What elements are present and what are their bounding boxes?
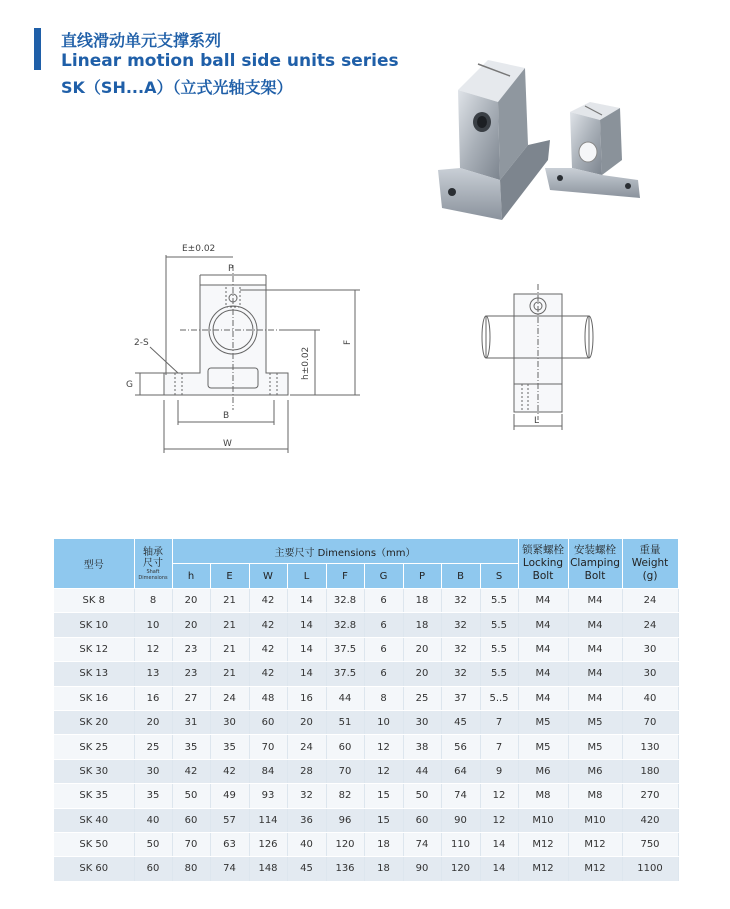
table-cell: 14	[287, 637, 326, 661]
header-dim-l: L	[287, 564, 326, 589]
dim-label-h: h±0.02	[301, 346, 311, 380]
table-cell: 15	[364, 808, 403, 832]
table-cell: 74	[210, 857, 249, 881]
table-cell: M4	[568, 589, 622, 613]
table-cell: 20	[172, 613, 210, 637]
table-cell: 18	[403, 613, 441, 637]
table-cell: 14	[480, 857, 518, 881]
table-row	[54, 784, 678, 808]
header-locking-bolt: 锁紧螺栓 Locking Bolt	[518, 539, 568, 589]
table-cell: 20	[403, 637, 441, 661]
table-cell: 18	[364, 857, 403, 881]
table-cell: 23	[172, 637, 210, 661]
table-cell: M4	[518, 589, 568, 613]
table-cell: SK 10	[54, 613, 134, 637]
table-cell: 21	[210, 589, 249, 613]
table-cell: 70	[172, 832, 210, 856]
table-row	[54, 613, 678, 637]
table-cell: 42	[249, 589, 287, 613]
table-cell: 23	[172, 662, 210, 686]
table-cell: 270	[622, 784, 678, 808]
header-model: 型号	[54, 539, 134, 589]
table-cell: 6	[364, 637, 403, 661]
table-cell: 40	[134, 808, 172, 832]
table-cell: 32.8	[326, 613, 364, 637]
header-shaft-en: Shaft Dimensions	[138, 568, 168, 581]
table-cell: 750	[622, 832, 678, 856]
table-row	[54, 759, 678, 783]
table-cell: 5.5	[480, 662, 518, 686]
dim-label-2s: 2-S	[134, 338, 149, 348]
table-cell: 12	[364, 735, 403, 759]
dim-label-p: P	[228, 264, 234, 274]
table-cell: 80	[172, 857, 210, 881]
table-cell: M4	[518, 662, 568, 686]
table-cell: 12	[480, 808, 518, 832]
header-dim-e: E	[210, 564, 249, 589]
table-cell: M4	[568, 662, 622, 686]
header-dim-h: h	[172, 564, 210, 589]
table-cell: 35	[172, 735, 210, 759]
table-cell: 148	[249, 857, 287, 881]
table-row	[54, 808, 678, 832]
dim-label-f: F	[343, 339, 353, 345]
table-cell: 50	[134, 832, 172, 856]
title-model: SK（SH...A）（立式光轴支架）	[61, 78, 293, 97]
table-row	[54, 662, 678, 686]
table-cell: 42	[249, 637, 287, 661]
table-row	[54, 710, 678, 734]
table-row	[54, 637, 678, 661]
table-cell: 60	[134, 857, 172, 881]
table-cell: 120	[326, 832, 364, 856]
table-row	[54, 832, 678, 856]
table-cell: M6	[568, 759, 622, 783]
table-cell: 32	[441, 613, 480, 637]
header-dim-f: F	[326, 564, 364, 589]
table-cell: SK 30	[54, 759, 134, 783]
table-cell: 70	[622, 710, 678, 734]
table-cell: 5.5	[480, 589, 518, 613]
table-cell: 32	[441, 662, 480, 686]
table-cell: 420	[622, 808, 678, 832]
table-cell: SK 40	[54, 808, 134, 832]
accent-bar	[34, 28, 41, 70]
header-dim-p: P	[403, 564, 441, 589]
table-cell: 56	[441, 735, 480, 759]
table-cell: 5..5	[480, 686, 518, 710]
table-cell: 10	[134, 613, 172, 637]
table-cell: 42	[249, 662, 287, 686]
table-cell: M4	[568, 637, 622, 661]
table-cell: M10	[518, 808, 568, 832]
header-shaft	[134, 539, 172, 589]
table-cell: 16	[287, 686, 326, 710]
table-cell: 114	[249, 808, 287, 832]
table-cell: 60	[403, 808, 441, 832]
table-cell: SK 20	[54, 710, 134, 734]
table-cell: 31	[172, 710, 210, 734]
table-cell: SK 60	[54, 857, 134, 881]
side-view-drawing	[480, 280, 595, 430]
table-cell: 35	[210, 735, 249, 759]
table-cell: 5.5	[480, 613, 518, 637]
table-cell: 130	[622, 735, 678, 759]
table-cell: 136	[326, 857, 364, 881]
table-cell: 20	[172, 589, 210, 613]
table-cell: 44	[326, 686, 364, 710]
table-cell: 37.5	[326, 637, 364, 661]
dim-label-b: B	[223, 411, 230, 421]
table-cell: 24	[287, 735, 326, 759]
table-cell: 32.8	[326, 589, 364, 613]
table-cell: M6	[518, 759, 568, 783]
table-cell: M4	[568, 686, 622, 710]
header-dim-s: S	[480, 564, 518, 589]
table-cell: SK 35	[54, 784, 134, 808]
table-cell: 84	[249, 759, 287, 783]
table-cell: 90	[441, 808, 480, 832]
table-cell: 27	[172, 686, 210, 710]
product-photo	[420, 40, 660, 240]
table-row	[54, 589, 678, 613]
table-cell: 70	[326, 759, 364, 783]
table-cell: 96	[326, 808, 364, 832]
table-cell: 37	[441, 686, 480, 710]
table-cell: 45	[441, 710, 480, 734]
header-shaft-cn: 轴承 尺寸	[143, 546, 163, 569]
header-dim-b: B	[441, 564, 480, 589]
table-cell: 21	[210, 637, 249, 661]
table-cell: 82	[326, 784, 364, 808]
table-cell: 7	[480, 710, 518, 734]
table-cell: SK 50	[54, 832, 134, 856]
table-cell: M8	[518, 784, 568, 808]
header-clamping-bolt: 安装螺栓 Clamping Bolt	[568, 539, 622, 589]
table-cell: M10	[568, 808, 622, 832]
table-row	[54, 686, 678, 710]
table-cell: 9	[480, 759, 518, 783]
table-cell: M5	[568, 735, 622, 759]
table-cell: 25	[403, 686, 441, 710]
table-cell: 20	[134, 710, 172, 734]
table-cell: 35	[134, 784, 172, 808]
table-cell: 24	[622, 613, 678, 637]
table-cell: 14	[480, 832, 518, 856]
table-cell: 40	[622, 686, 678, 710]
table-cell: 20	[403, 662, 441, 686]
table-cell: 42	[249, 613, 287, 637]
table-cell: M5	[568, 710, 622, 734]
table-cell: 93	[249, 784, 287, 808]
table-cell: 49	[210, 784, 249, 808]
table-cell: 30	[622, 637, 678, 661]
table-cell: 21	[210, 613, 249, 637]
dim-label-g: G	[126, 380, 133, 390]
table-cell: 5.5	[480, 637, 518, 661]
table-cell: 8	[364, 686, 403, 710]
table-cell: 6	[364, 613, 403, 637]
table-cell: 12	[364, 759, 403, 783]
table-cell: 28	[287, 759, 326, 783]
table-cell: 12	[480, 784, 518, 808]
table-cell: SK 13	[54, 662, 134, 686]
table-cell: 10	[364, 710, 403, 734]
table-cell: 57	[210, 808, 249, 832]
table-cell: 32	[287, 784, 326, 808]
table-cell: 42	[172, 759, 210, 783]
table-cell: 24	[210, 686, 249, 710]
header-dim-g: G	[364, 564, 403, 589]
table-cell: 13	[134, 662, 172, 686]
table-cell: 30	[134, 759, 172, 783]
table-cell: 18	[403, 589, 441, 613]
table-cell: 74	[403, 832, 441, 856]
table-cell: M5	[518, 735, 568, 759]
header-weight: 重量 Weight (g)	[622, 539, 678, 589]
table-cell: 30	[403, 710, 441, 734]
table-cell: 32	[441, 637, 480, 661]
table-cell: 50	[403, 784, 441, 808]
header-dim-w: W	[249, 564, 287, 589]
table-cell: 7	[480, 735, 518, 759]
table-cell: M12	[568, 857, 622, 881]
table-cell: 74	[441, 784, 480, 808]
dim-label-e: E±0.02	[182, 244, 216, 254]
table-cell: M8	[568, 784, 622, 808]
title-english: Linear motion ball side units series	[61, 51, 399, 71]
table-cell: 12	[134, 637, 172, 661]
table-cell: 16	[134, 686, 172, 710]
table-cell: 126	[249, 832, 287, 856]
table-cell: 8	[134, 589, 172, 613]
spec-table	[54, 539, 679, 882]
dim-label-w: W	[223, 439, 232, 449]
table-cell: M4	[518, 686, 568, 710]
table-cell: 38	[403, 735, 441, 759]
table-row	[54, 857, 678, 881]
table-cell: 40	[287, 832, 326, 856]
title-chinese: 直线滑动单元支撑系列	[61, 31, 222, 50]
table-cell: M12	[518, 832, 568, 856]
table-cell: 180	[622, 759, 678, 783]
table-cell: 90	[403, 857, 441, 881]
table-cell: 24	[622, 589, 678, 613]
dim-label-l: L	[534, 416, 540, 426]
table-cell: 18	[364, 832, 403, 856]
table-cell: 36	[287, 808, 326, 832]
table-cell: 51	[326, 710, 364, 734]
table-cell: 30	[210, 710, 249, 734]
table-row	[54, 735, 678, 759]
table-cell: 25	[134, 735, 172, 759]
table-cell: 42	[210, 759, 249, 783]
table-cell: M12	[518, 857, 568, 881]
table-cell: 44	[403, 759, 441, 783]
table-cell: 48	[249, 686, 287, 710]
table-cell: M4	[518, 613, 568, 637]
table-cell: 32	[441, 589, 480, 613]
table-cell: 60	[249, 710, 287, 734]
table-cell: SK 25	[54, 735, 134, 759]
table-cell: 6	[364, 589, 403, 613]
table-cell: 14	[287, 662, 326, 686]
table-cell: 20	[287, 710, 326, 734]
table-cell: 70	[249, 735, 287, 759]
table-cell: M12	[568, 832, 622, 856]
table-cell: 14	[287, 613, 326, 637]
table-cell: 6	[364, 662, 403, 686]
table-cell: M4	[518, 637, 568, 661]
table-cell: 1100	[622, 857, 678, 881]
header-dimensions: 主要尺寸 Dimensions（mm）	[172, 539, 518, 564]
table-cell: 63	[210, 832, 249, 856]
table-cell: 60	[172, 808, 210, 832]
table-cell: 60	[326, 735, 364, 759]
table-cell: M5	[518, 710, 568, 734]
table-cell: 50	[172, 784, 210, 808]
table-cell: 30	[622, 662, 678, 686]
table-cell: 37.5	[326, 662, 364, 686]
table-cell: 45	[287, 857, 326, 881]
table-cell: 110	[441, 832, 480, 856]
table-cell: SK 16	[54, 686, 134, 710]
table-cell: M4	[568, 613, 622, 637]
front-view-drawing	[120, 235, 370, 460]
table-cell: 14	[287, 589, 326, 613]
table-cell: 120	[441, 857, 480, 881]
table-cell: 15	[364, 784, 403, 808]
table-cell: SK 12	[54, 637, 134, 661]
table-cell: 21	[210, 662, 249, 686]
table-cell: 64	[441, 759, 480, 783]
table-cell: SK 8	[54, 589, 134, 613]
